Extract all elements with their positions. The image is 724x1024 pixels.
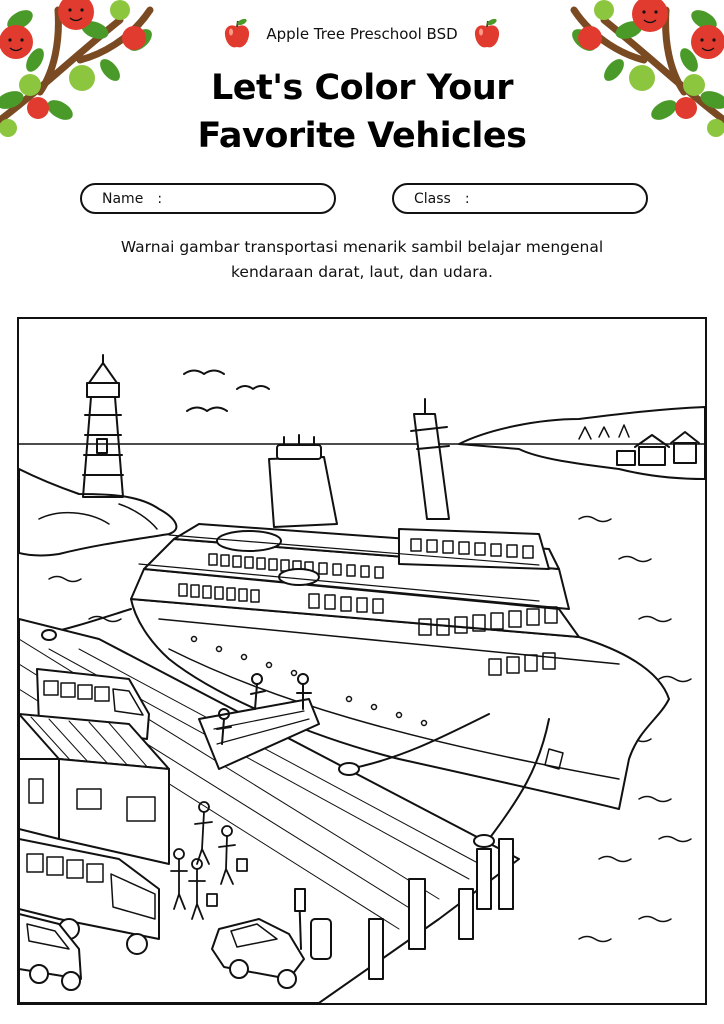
instruction-line-1: Warnai gambar transportasi menarik sambil belajar mengenal — [120, 238, 604, 256]
seagulls-icon — [184, 371, 269, 412]
school-name: Apple Tree Preschool BSD — [266, 25, 458, 43]
class-separator: : — [464, 190, 470, 207]
class-label: Class — [414, 190, 451, 207]
apple-icon — [472, 18, 502, 50]
coloring-picture-frame — [17, 317, 707, 1005]
name-label: Name — [102, 190, 144, 207]
apple-icon — [222, 18, 252, 50]
name-field[interactable] — [80, 183, 336, 214]
instruction-text — [70, 235, 654, 285]
page-title — [0, 64, 724, 160]
harbor-ferry-coloring-illustration — [19, 319, 705, 1003]
lighthouse-icon — [83, 355, 123, 497]
school-header — [0, 18, 724, 50]
class-field[interactable] — [392, 183, 648, 214]
name-separator: : — [157, 190, 163, 207]
instruction-line-2: kendaraan darat, laut, dan udara. — [231, 263, 493, 281]
bollard — [311, 919, 331, 959]
title-line-1: Let's Color Your — [210, 68, 514, 108]
title-line-2: Favorite Vehicles — [197, 116, 527, 156]
